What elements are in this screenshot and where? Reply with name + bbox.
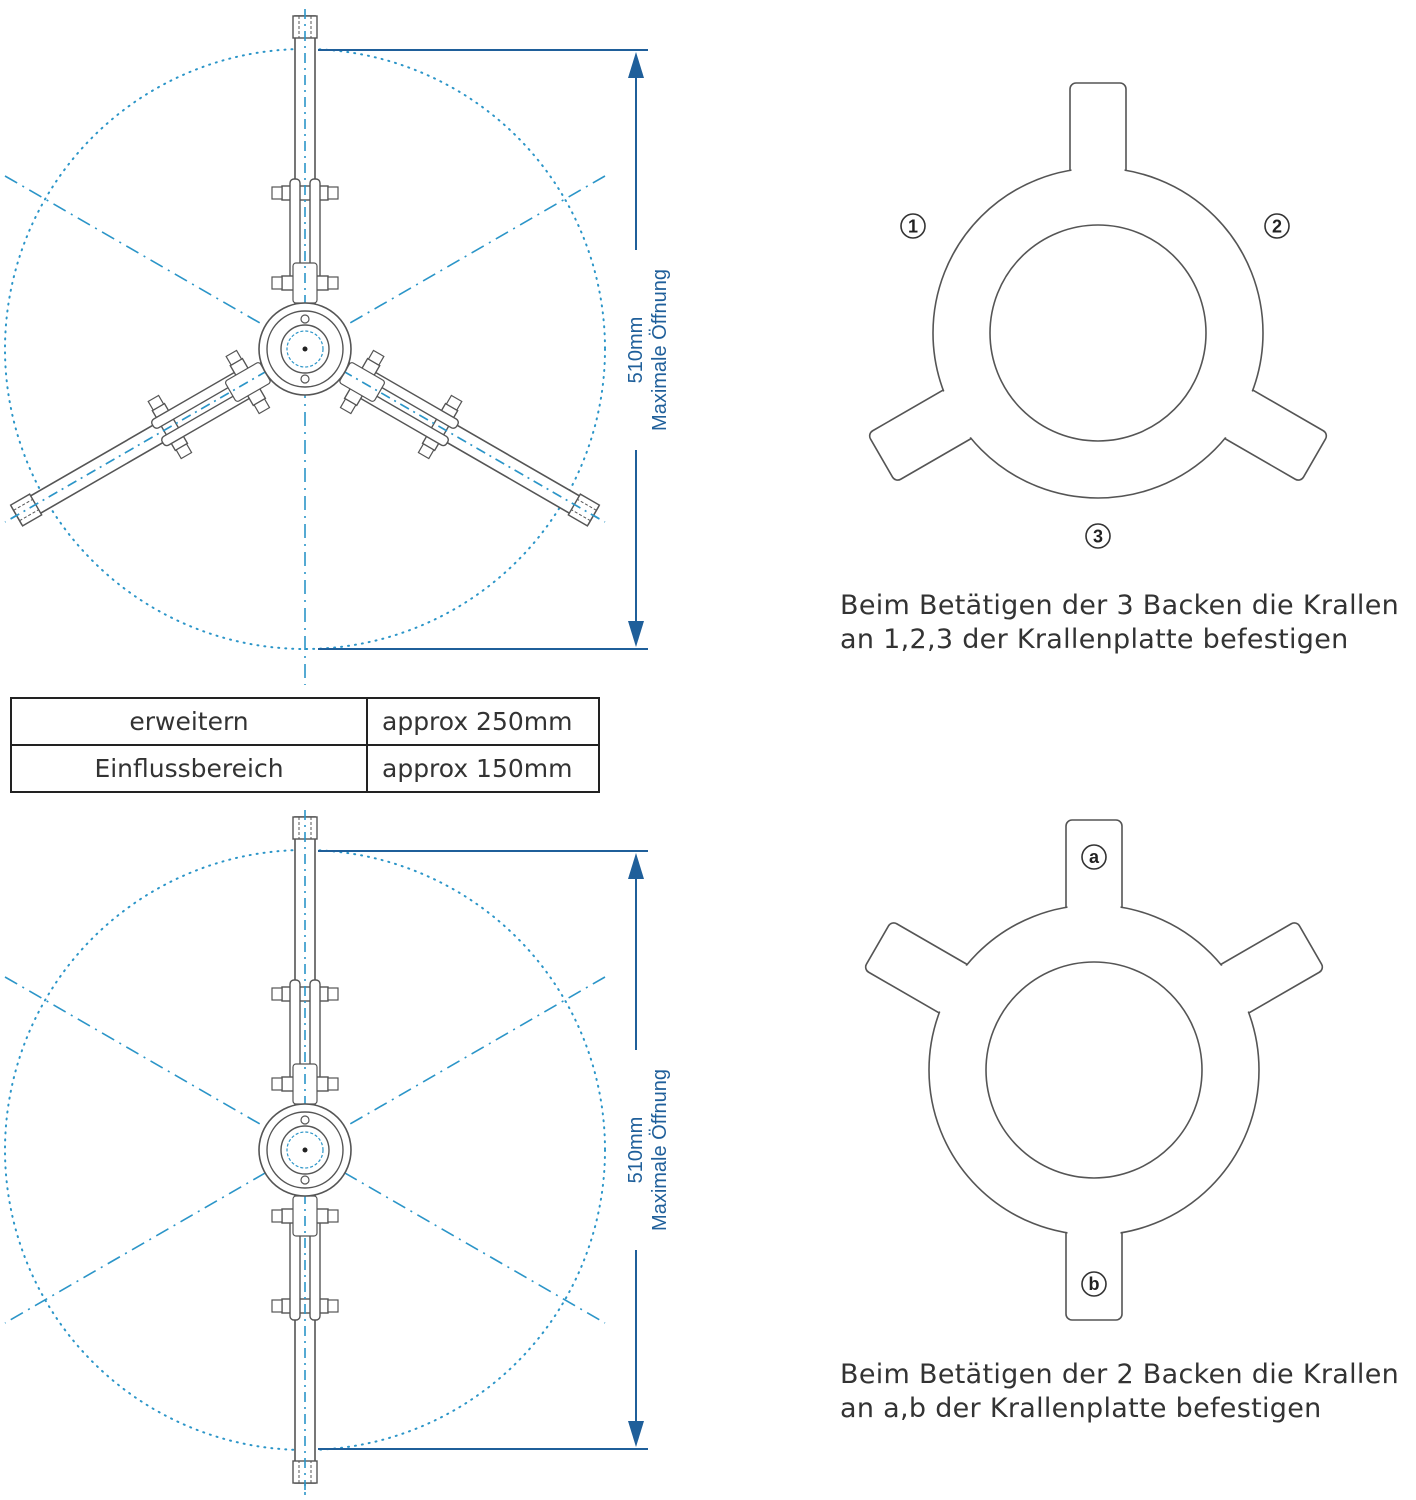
jaw-arm-bottom bbox=[272, 1180, 338, 1490]
claw-plate-two bbox=[863, 820, 1324, 1320]
dimension-line-top bbox=[318, 50, 648, 649]
caption-two-jaws bbox=[840, 1358, 1399, 1426]
caption-line: Beim Betätigen der 2 Backen die Krallen bbox=[840, 1359, 1400, 1390]
caption-line: an a,b der Krallenplatte befestigen bbox=[840, 1393, 1322, 1424]
table-cell-key: erweitern bbox=[11, 698, 367, 745]
marker-3 bbox=[1086, 524, 1110, 548]
three-jaw-drawing bbox=[0, 9, 671, 685]
marker-2 bbox=[1265, 214, 1289, 238]
arrow-up-icon bbox=[628, 52, 644, 78]
caption-line: an 1,2,3 der Krallenplatte befestigen bbox=[840, 624, 1349, 655]
arrow-up-icon bbox=[628, 853, 644, 879]
spec-table bbox=[10, 697, 600, 793]
svg-text:a: a bbox=[1088, 847, 1100, 867]
dimension-label: Maximale Öffnung bbox=[649, 1069, 671, 1231]
svg-text:1: 1 bbox=[907, 216, 919, 237]
marker-1 bbox=[901, 214, 925, 238]
table-cell-value: approx 250mm bbox=[367, 698, 599, 745]
svg-text:3: 3 bbox=[1092, 526, 1104, 547]
jaw-arm-left bbox=[0, 335, 296, 547]
jaw-arm-top bbox=[272, 810, 338, 1120]
dimension-value: 510mm bbox=[625, 316, 647, 384]
marker-a bbox=[1082, 845, 1106, 869]
jaw-arm-top bbox=[272, 9, 338, 319]
jaw-arm-right bbox=[314, 335, 615, 547]
center-hub bbox=[259, 303, 351, 395]
table-cell-value: approx 150mm bbox=[367, 745, 599, 792]
arrow-down-icon bbox=[628, 621, 644, 647]
center-hub bbox=[259, 1104, 351, 1196]
table-row bbox=[11, 745, 599, 792]
table-row bbox=[11, 698, 599, 745]
marker-b bbox=[1082, 1272, 1106, 1296]
svg-text:b: b bbox=[1088, 1274, 1100, 1294]
dimension-value: 510mm bbox=[625, 1116, 647, 1184]
table-cell-key: Einflussbereich bbox=[11, 745, 367, 792]
claw-plate-three bbox=[867, 83, 1328, 548]
caption-line: Beim Betätigen der 3 Backen die Krallen bbox=[840, 590, 1400, 621]
two-jaw-drawing bbox=[5, 810, 671, 1495]
dimension-label: Maximale Öffnung bbox=[649, 269, 671, 431]
dimension-line-bottom bbox=[318, 851, 648, 1449]
caption-three-jaws bbox=[840, 589, 1399, 657]
svg-text:2: 2 bbox=[1271, 216, 1283, 237]
arrow-down-icon bbox=[628, 1421, 644, 1447]
